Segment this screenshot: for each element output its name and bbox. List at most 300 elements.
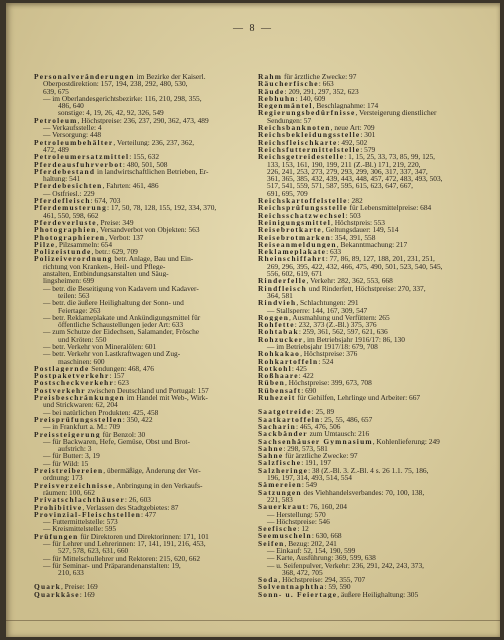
entry-headword: Satzungen bbox=[258, 488, 302, 496]
entry-continuation: Sendungen: 57 bbox=[267, 116, 312, 125]
index-entry bbox=[34, 504, 246, 511]
entry-headword: Saatgetreide bbox=[258, 408, 312, 416]
index-entry bbox=[258, 299, 470, 306]
page-edge-line bbox=[6, 620, 500, 621]
entry-continuation: 486, 640 bbox=[58, 102, 84, 110]
entry-headword: Privatschlachthäuser bbox=[34, 496, 125, 504]
entry-continuation: 133, 153, 161, 190, 199, 211 (Z.-Bl.) 171, 219, 220, bbox=[267, 160, 421, 168]
entry-continuation: sonstige: 4, 19, 26, 42, 92, 326, 549 bbox=[58, 109, 164, 117]
entry-references: , betr.: 629, 709 bbox=[91, 248, 138, 256]
page-number: — 8 — bbox=[233, 23, 273, 34]
entry-references: für Benzol: 30 bbox=[100, 430, 146, 438]
entry-headword: Rindvieh bbox=[258, 299, 297, 307]
index-subentry: — Höchstpreise: 546 bbox=[267, 517, 330, 526]
entry-references: : 633 bbox=[326, 248, 342, 256]
entry-references: , Preise: 349 bbox=[96, 218, 134, 227]
entry-references: , Preise: 169 bbox=[60, 583, 98, 591]
entry-headword: Reisebrotmarken bbox=[258, 233, 331, 241]
entry-headword: Rohfette bbox=[258, 321, 295, 329]
entry-headword: Rheinschiffahrt bbox=[258, 255, 326, 263]
entry-references: : 191, 197 bbox=[301, 459, 331, 467]
index-entry bbox=[258, 372, 470, 379]
entry-references: : 477 bbox=[141, 510, 157, 519]
entry-references: für Lebensmittelpreise: 684 bbox=[347, 204, 432, 212]
index-entry bbox=[34, 416, 246, 423]
index-entry bbox=[258, 139, 470, 146]
entry-references: , Beschlagnahme: 174 bbox=[312, 102, 379, 110]
index-entry bbox=[34, 226, 246, 233]
entry-headword: Soda bbox=[258, 576, 279, 584]
index-entry bbox=[34, 379, 246, 386]
entry-references: : 12 bbox=[297, 525, 309, 533]
entry-headword: Postscheckverkehr bbox=[34, 379, 114, 387]
entry-headword: Rebhuhn bbox=[258, 94, 296, 103]
index-entry bbox=[34, 197, 246, 204]
index-subentry: — Versorgung: 448 bbox=[43, 131, 102, 139]
entry-headword: Sacharin bbox=[258, 422, 296, 431]
index-entry bbox=[34, 467, 246, 474]
index-entry bbox=[34, 511, 246, 518]
index-entry bbox=[258, 408, 470, 415]
index-entry bbox=[258, 146, 470, 153]
index-entry bbox=[34, 139, 246, 146]
entry-references: : 76, 160, 204 bbox=[306, 503, 347, 511]
index-entry bbox=[258, 204, 470, 211]
index-subentry: — Futtermittelstelle: 573 bbox=[43, 518, 118, 526]
entry-continuation: öffentliche Schaustellungen jeder Art: 633 bbox=[58, 321, 184, 329]
index-entry bbox=[258, 226, 470, 233]
index-entry bbox=[34, 255, 246, 262]
entry-references: in landwirtschaftlichen Betrieben, Er- bbox=[95, 167, 209, 176]
entry-references: , Bezug: 202, 241 bbox=[284, 539, 337, 547]
index-entry bbox=[258, 197, 470, 204]
entry-references: , äußere Heilighaltung: 305 bbox=[337, 590, 419, 599]
index-entry bbox=[258, 532, 470, 539]
index-entry bbox=[34, 583, 246, 590]
index-entry bbox=[34, 219, 246, 226]
index-entry bbox=[258, 438, 470, 445]
entry-references: , übermäßige, Änderung der Ver- bbox=[103, 467, 201, 475]
entry-headword: Petroleumbehälter bbox=[34, 138, 114, 146]
entry-headword: Saatkartoffeln bbox=[258, 415, 321, 423]
entry-continuation: 361, 365, 385, 432, 439, 443, 448, 457, 472, 483, 493, 503, bbox=[267, 175, 443, 183]
entry-references: : 59, 590 bbox=[324, 583, 351, 591]
entry-references: : 282 bbox=[347, 197, 363, 205]
index-entry bbox=[258, 423, 470, 430]
index-subentry: — bei natürlichen Produkten: 425, 458 bbox=[43, 408, 159, 416]
index-entry bbox=[258, 416, 470, 423]
entry-headword: Rohkakao bbox=[258, 350, 301, 358]
entry-references: : 690 bbox=[301, 386, 317, 395]
index-subentry: — Kreismittelstelle: 595 bbox=[43, 525, 117, 533]
entry-continuation: räumen: 100, 662 bbox=[43, 488, 95, 497]
entry-continuation: ordnung: 173 bbox=[43, 474, 83, 482]
entry-headword: Postlagernde bbox=[34, 364, 90, 373]
index-entry bbox=[258, 540, 470, 547]
index-entry bbox=[258, 489, 470, 496]
index-entry bbox=[34, 234, 246, 241]
index-subentry: — betr. Verkehr von Mineralölen: 601 bbox=[43, 342, 157, 351]
index-entry bbox=[258, 430, 470, 437]
index-entry bbox=[258, 248, 470, 255]
index-entry bbox=[258, 452, 470, 459]
index-subentry: — im Betriebsjahr 1917/18: 679, 708 bbox=[267, 342, 378, 351]
entry-references: , Höchstpreise: 376 bbox=[300, 350, 358, 358]
entry-headword: Rotkohl bbox=[258, 364, 292, 373]
entry-continuation: lingsheimen: 699 bbox=[43, 277, 95, 285]
entry-headword: Reichsfleischkarte bbox=[258, 138, 338, 146]
entry-continuation: 196, 197, 314, 493, 514, 554 bbox=[267, 474, 352, 482]
index-entry bbox=[258, 285, 470, 292]
entry-references: : 232, 373 (Z.-Bl.) 375, 376 bbox=[294, 321, 377, 329]
entry-references: : 140, 609 bbox=[295, 94, 326, 103]
entry-headword: Personalveränderungen bbox=[34, 73, 135, 81]
entry-headword: Preisverzeichnisse bbox=[34, 481, 113, 489]
entry-references: , Bekanntmachung: 217 bbox=[336, 240, 408, 249]
entry-references: des Viehhandelsverbandes: 70, 100, 138, bbox=[301, 488, 425, 496]
index-subentry: — für Wild: 15 bbox=[43, 459, 89, 468]
index-entry bbox=[34, 591, 246, 598]
index-subentry: — Verkaufsstelle: 4 bbox=[43, 124, 102, 132]
entry-headword: Reichsbanknoten bbox=[258, 124, 331, 132]
entry-references: , Verbot: 137 bbox=[105, 233, 144, 241]
entry-references: : 25, 89 bbox=[311, 408, 335, 416]
entry-references: : 209, 291, 297, 352, 623 bbox=[284, 87, 359, 95]
entry-references: und Rinderfett, Höchstpreise: 270, 337, bbox=[306, 284, 426, 292]
document-page bbox=[6, 3, 500, 637]
entry-references: : 492, 502 bbox=[337, 138, 368, 146]
index-entry bbox=[34, 431, 246, 438]
entry-headword: Pferdebestand bbox=[34, 167, 96, 176]
entry-headword: Prohibitive bbox=[34, 503, 83, 511]
entry-headword: Reichsbekleidungsstelle bbox=[258, 131, 361, 139]
entry-headword: Pferdebesichten bbox=[34, 182, 103, 190]
entry-references: , Verteilung: 236, 237, 362, bbox=[113, 138, 195, 146]
entry-references: , Pilzsammeln: 654 bbox=[55, 240, 113, 249]
index-subentry: — zum Schutze der Eidechsen, Salamander, Frösche bbox=[43, 328, 200, 336]
entry-continuation: 269, 296, 395, 422, 432, 466, 475, 490, 501, 523, 540, 545, bbox=[267, 262, 443, 271]
index-subentry: — für Lehrer und Lehrerinnen: 17, 141, 191, 216, 453, bbox=[43, 540, 206, 548]
index-subentry: — für Butter: 3, 19 bbox=[43, 452, 100, 460]
index-entry bbox=[258, 124, 470, 131]
entry-continuation: 210, 633 bbox=[58, 569, 84, 577]
index-entry bbox=[34, 533, 246, 540]
index-entry bbox=[258, 131, 470, 138]
index-entry bbox=[258, 583, 470, 590]
index-entry bbox=[258, 73, 470, 80]
index-entry bbox=[258, 503, 470, 510]
entry-references: für ärztliche Zwecke: 97 bbox=[283, 452, 358, 460]
entry-headword: Roggen bbox=[258, 313, 290, 322]
entry-headword: Rinderfelle bbox=[258, 277, 307, 285]
index-entry bbox=[258, 525, 470, 532]
entry-references: : 623 bbox=[113, 379, 129, 387]
entry-continuation: 472, 489 bbox=[43, 145, 69, 154]
entry-references: , Kohlenlieferung: 249 bbox=[372, 437, 440, 445]
index-subentry: — für Seminar- und Präparandenanstalten: 19, bbox=[43, 561, 181, 570]
entry-references: : 549 bbox=[301, 481, 317, 489]
entry-references: , Geltungsdauer: 149, 514 bbox=[321, 226, 399, 234]
entry-headword: Pferdemusterung bbox=[34, 204, 108, 212]
entry-references: : 259, 361, 562, 597, 621, 636 bbox=[298, 328, 388, 336]
index-entry bbox=[258, 394, 470, 401]
entry-headword: Ruhezeit bbox=[258, 394, 296, 402]
entry-continuation: Oberpostdirektion: 157, 194, 238, 292, 480, 530, bbox=[43, 80, 188, 88]
entry-headword: Rindfleisch bbox=[258, 284, 307, 292]
entry-continuation: 368, 472, 705 bbox=[282, 568, 323, 577]
entry-headword: Reinigungsmittel bbox=[258, 218, 331, 227]
index-section bbox=[34, 73, 246, 576]
index-section bbox=[258, 408, 470, 598]
index-entry bbox=[258, 387, 470, 394]
entry-headword: Preisprüfungsstellen bbox=[34, 415, 123, 424]
index-subentry: — im Oberlandesgerichtsbezirke: 116, 210, 298, 355, bbox=[43, 94, 202, 103]
index-entry bbox=[258, 459, 470, 466]
index-entry bbox=[34, 168, 246, 175]
entry-headword: Reichsprüfungsstelle bbox=[258, 204, 348, 212]
entry-headword: Sackbänder bbox=[258, 430, 308, 438]
entry-headword: Seemuscheln bbox=[258, 532, 312, 540]
index-entry bbox=[34, 394, 246, 401]
index-entry bbox=[258, 379, 470, 386]
index-entry bbox=[258, 80, 470, 87]
index-entry bbox=[258, 591, 470, 598]
index-subentry: — betr. Reklameplakate und Ankündigungsmittel für bbox=[43, 313, 201, 322]
entry-continuation: maschinen: 600 bbox=[58, 357, 105, 365]
entry-headword: Rahm bbox=[258, 73, 283, 81]
entry-headword: Sämereien bbox=[258, 481, 302, 489]
entry-references: : 38 (Z.-Bl. 3. Z.-Bl. 4 s. 26 1.1. 75, 186, bbox=[308, 466, 429, 475]
entry-headword: Prüfungen bbox=[34, 532, 79, 540]
entry-references: : 25, 55, 486, 657 bbox=[320, 415, 373, 423]
entry-headword: Reiseanmeldungen bbox=[258, 240, 337, 249]
entry-headword: Photographieren bbox=[34, 233, 106, 241]
entry-headword: Räucherfische bbox=[258, 80, 319, 88]
entry-references: : 26, 603 bbox=[124, 496, 151, 504]
entry-references: , Höchstpreise: 236, 237, 290, 362, 473, 489 bbox=[77, 116, 209, 125]
index-entry bbox=[258, 358, 470, 365]
entry-headword: Pferdeverluste bbox=[34, 218, 97, 227]
entry-references: für Direktoren und Direktorinnen: 171, 101 bbox=[78, 532, 209, 540]
index-entry bbox=[258, 255, 470, 262]
entry-headword: Reklameplakate bbox=[258, 248, 327, 256]
entry-references: : 480, 501, 508 bbox=[122, 160, 168, 168]
entry-references: , Höchstpreis: 553 bbox=[331, 218, 385, 227]
entry-headword: Regenmäntel bbox=[258, 102, 313, 110]
index-entry bbox=[258, 95, 470, 102]
entry-references: zum Umtausch: 216 bbox=[307, 430, 370, 438]
index-subentry: — Ostfriesl.: 229 bbox=[43, 189, 95, 198]
entry-headword: Rohtabak bbox=[258, 328, 299, 336]
entry-references: : 354, 391, 558 bbox=[330, 233, 376, 241]
entry-references: Sendungen: 468, 476 bbox=[89, 364, 154, 373]
index-entry bbox=[34, 73, 246, 80]
entry-references: , Versandverbot von Objekten: 563 bbox=[96, 226, 200, 234]
index-entry bbox=[258, 467, 470, 474]
entry-references: : 301 bbox=[360, 131, 376, 139]
entry-continuation: und Strickwaren: 62, 204 bbox=[43, 401, 118, 409]
entry-references: , im Betriebsjahr 1916/17: 86, 130 bbox=[303, 335, 405, 343]
entry-continuation: 527, 578, 623, 631, 660 bbox=[58, 547, 129, 555]
entry-headword: Postpaketverkehr bbox=[34, 372, 110, 380]
entry-headword: Sahne bbox=[258, 444, 284, 453]
entry-references: , Ausmahlung und Verfüttern: 265 bbox=[289, 313, 390, 322]
entry-references: im Bezirke der Kaiserl. bbox=[134, 73, 206, 81]
entry-references: : 579 bbox=[360, 145, 376, 154]
entry-references: für Gehilfen, Lehrlinge und Arbeiter: 667 bbox=[295, 394, 421, 402]
entry-headword: Sachsenhäuser Gymnasium bbox=[258, 437, 373, 445]
entry-headword: Preisbeschränkungen bbox=[34, 394, 125, 402]
entry-continuation: 221, 583 bbox=[267, 495, 293, 504]
entry-continuation: 639, 675 bbox=[43, 87, 69, 95]
entry-headword: Reichskartoffelstelle bbox=[258, 197, 348, 205]
index-entry bbox=[258, 102, 470, 109]
entry-references: : 169 bbox=[79, 590, 95, 599]
entry-references: : 298, 573, 581 bbox=[283, 444, 328, 453]
entry-headword: Regierungsbedürfnisse bbox=[258, 109, 356, 117]
entry-headword: Provinzial-Fleischstellen bbox=[34, 510, 142, 519]
entry-continuation: haltung: 541 bbox=[43, 175, 81, 183]
entry-headword: Sauerkraut bbox=[258, 503, 307, 511]
index-entry bbox=[258, 314, 470, 321]
index-subentry: — betr. Verkehr von Lastkraftwagen und Zug- bbox=[43, 350, 181, 358]
entry-references: , Fahrten: 461, 486 bbox=[102, 182, 159, 190]
entry-headword: Pferdefleisch bbox=[34, 197, 91, 205]
index-subentry: — für Backwaren, Hefe, Gemüse, Obst und Brot- bbox=[43, 437, 190, 446]
index-subentry: — Herstellung: 570 bbox=[267, 510, 326, 518]
index-entry bbox=[258, 576, 470, 583]
index-entry bbox=[34, 372, 246, 379]
entry-headword: Salzheringe bbox=[258, 466, 309, 475]
entry-headword: Photographien bbox=[34, 226, 97, 234]
entry-headword: Sahne bbox=[258, 452, 284, 460]
entry-references: , Verkehr: 282, 362, 553, 668 bbox=[306, 277, 393, 285]
entry-references: , Versteigerung dienstlicher bbox=[355, 109, 437, 117]
entry-continuation: Feiertage: 263 bbox=[58, 306, 101, 314]
entry-headword: Roßhaare bbox=[258, 372, 299, 380]
entry-references: : 663 bbox=[318, 80, 334, 88]
entry-continuation: 364, 581 bbox=[267, 291, 293, 300]
entry-references: , Schlachtungen: 291 bbox=[296, 299, 359, 307]
index-subentry: — betr. die äußere Heilighaltung der Sonn- und bbox=[43, 299, 184, 307]
index-entry bbox=[34, 117, 246, 124]
index-section bbox=[34, 583, 246, 598]
index-entry bbox=[34, 204, 246, 211]
entry-references: : 422 bbox=[298, 372, 314, 380]
entry-headword: Petroleum bbox=[34, 116, 78, 125]
entry-references: : 77, 86, 89, 127, 188, 201, 231, 251, bbox=[325, 255, 435, 263]
entry-references: , Anbringung in den Verkaufs- bbox=[112, 481, 203, 489]
entry-references: , Höchstpreise: 294, 355, 707 bbox=[278, 576, 366, 584]
index-subentry: — für Mittelschullehrer und Rektoren: 215, 620, 662 bbox=[43, 554, 201, 562]
index-entry bbox=[258, 153, 470, 160]
entry-headword: Rohkartoffeln bbox=[258, 357, 319, 365]
index-entry bbox=[258, 328, 470, 335]
entry-headword: Quark bbox=[34, 583, 61, 591]
entry-headword: Solventnaphtha bbox=[258, 583, 325, 591]
entry-references: : 465, 476, 506 bbox=[295, 422, 341, 431]
index-entry bbox=[258, 109, 470, 116]
index-entry bbox=[258, 336, 470, 343]
entry-headword: Quarkkäse bbox=[34, 590, 80, 599]
index-entry bbox=[258, 321, 470, 328]
entry-headword: Preistreibereien bbox=[34, 467, 104, 475]
entry-references: : 1, 15, 25, 33, 73, 85, 99, 125, bbox=[344, 153, 436, 161]
index-entry bbox=[258, 350, 470, 357]
entry-headword: Rüben bbox=[258, 379, 285, 387]
entry-headword: Reichsschatzwechsel bbox=[258, 211, 346, 219]
entry-headword: Polizeistunde bbox=[34, 248, 92, 256]
entry-headword: Polizeiverordnung bbox=[34, 255, 113, 263]
entry-references: für ärztliche Zwecke: 97 bbox=[282, 73, 357, 81]
entry-references: : 155, 632 bbox=[129, 153, 160, 161]
entry-references: , Verlassen des Stadtgebietes: 87 bbox=[82, 503, 179, 511]
index-entry bbox=[258, 88, 470, 95]
entry-continuation: und Kröten: 550 bbox=[58, 335, 107, 343]
entry-references: : 425 bbox=[291, 364, 307, 373]
entry-references: : 350, 422 bbox=[122, 415, 153, 424]
entry-headword: Seifen bbox=[258, 539, 285, 547]
index-entry bbox=[34, 496, 246, 503]
entry-references: zwischen Deutschland und Portugal: 157 bbox=[85, 386, 209, 395]
index-entry bbox=[34, 161, 246, 168]
index-subentry: — u. Seifenpulver, Verkehr: 236, 291, 242, 243, 373, bbox=[267, 561, 425, 569]
index-entry bbox=[258, 365, 470, 372]
index-section bbox=[258, 73, 470, 401]
entry-references: , neue Art: 709 bbox=[330, 124, 375, 132]
entry-continuation: 226, 241, 253, 273, 279, 293, 299, 306, 317, 337, 347, bbox=[267, 167, 428, 176]
entry-references: , Höchstpreise: 399, 673, 708 bbox=[284, 379, 372, 387]
index-entry bbox=[34, 387, 246, 394]
entry-headword: Rübensaft bbox=[258, 386, 302, 395]
entry-headword: Reichsgetreidestelle bbox=[258, 153, 345, 161]
entry-continuation: teilen: 563 bbox=[58, 291, 90, 300]
index-entry bbox=[258, 241, 470, 248]
entry-headword: Rohzucker bbox=[258, 335, 304, 343]
index-subentry: — in Frankfurt a. M.: 709 bbox=[43, 423, 120, 431]
entry-headword: Reichsfuttermittelstelle bbox=[258, 145, 361, 154]
entry-references: betr. Anlage, Bau und Ein- bbox=[112, 255, 194, 263]
index-subentry: — betr. die Beseitigung von Kadavern und Kadaver- bbox=[43, 284, 199, 292]
entry-references: : 157 bbox=[109, 372, 125, 380]
entry-headword: Salzfische bbox=[258, 459, 302, 467]
entry-references: : 503 bbox=[345, 211, 361, 219]
index-entry bbox=[258, 481, 470, 488]
entry-references: im Handel mit Web-, Wirk- bbox=[124, 394, 208, 402]
entry-headword: Sonn- u. Feiertage bbox=[258, 590, 338, 599]
index-entry bbox=[34, 182, 246, 189]
index-entry bbox=[258, 277, 470, 284]
index-subentry: — Einkauf: 52, 154, 190, 599 bbox=[267, 547, 356, 555]
entry-continuation: aufstrich: 3 bbox=[58, 445, 92, 453]
index-column-right bbox=[258, 73, 470, 598]
entry-continuation: 517, 541, 559, 571, 587, 595, 615, 623, 647, 667, bbox=[267, 182, 413, 190]
index-subentry: — Stallsperre: 144, 167, 309, 547 bbox=[267, 306, 368, 314]
entry-headword: Postverkehr bbox=[34, 386, 86, 395]
entry-headword: Petroleumersatzmittel bbox=[34, 153, 130, 161]
index-column-left bbox=[34, 73, 246, 598]
entry-continuation: 691, 695, 709 bbox=[267, 189, 308, 198]
entry-references: : 17, 50, 78, 128, 155, 192, 334, 370, bbox=[107, 204, 217, 212]
index-entry bbox=[258, 212, 470, 219]
index-entry bbox=[258, 234, 470, 241]
entry-continuation: richtung von Kranken-, Heil- und Pflege- bbox=[43, 262, 166, 271]
entry-continuation: 461, 550, 598, 662 bbox=[43, 211, 99, 219]
index-entry bbox=[258, 445, 470, 452]
entry-continuation: anstalten, Entbindungsanstalten und Säug- bbox=[43, 270, 169, 278]
index-entry bbox=[258, 219, 470, 226]
entry-headword: Preissteigerung bbox=[34, 430, 101, 438]
